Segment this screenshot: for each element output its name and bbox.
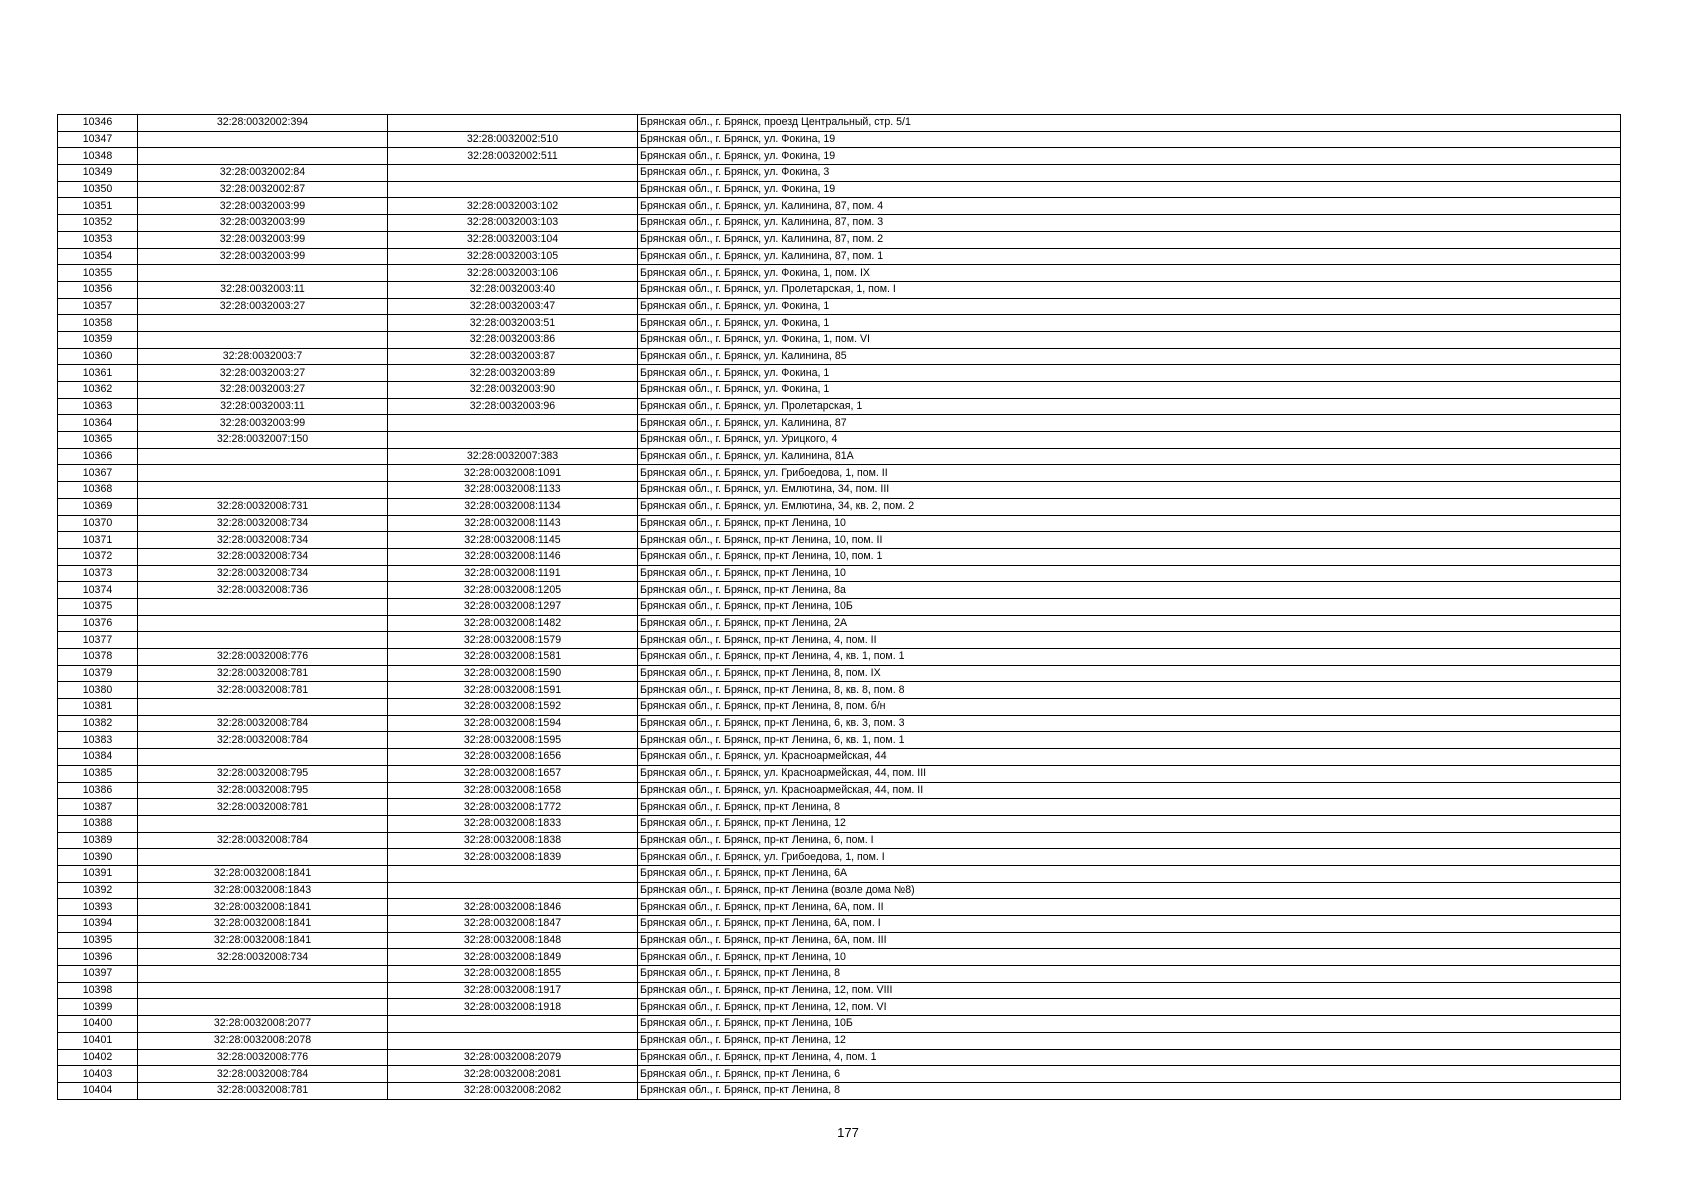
parcel-cadastral-number-cell [138, 999, 388, 1016]
row-number-cell: 10383 [58, 732, 138, 749]
address-cell: Брянская обл., г. Брянск, пр-кт Ленина, 6, кв. 1, пом. 1 [638, 732, 1621, 749]
table-row [58, 715, 1621, 732]
table-row [58, 932, 1621, 949]
table-row [58, 799, 1621, 816]
address-cell: Брянская обл., г. Брянск, пр-кт Ленина, 10, пом. 1 [638, 548, 1621, 565]
table-row [58, 415, 1621, 432]
parcel-cadastral-number-cell: 32:28:0032002:394 [138, 115, 388, 132]
parcel-cadastral-number-cell [138, 982, 388, 999]
object-cadastral-number-cell: 32:28:0032008:1143 [388, 515, 638, 532]
address-cell: Брянская обл., г. Брянск, пр-кт Ленина, 8, пом. IX [638, 665, 1621, 682]
address-cell: Брянская обл., г. Брянск, ул. Красноармейская, 44, пом. II [638, 782, 1621, 799]
table-row [58, 749, 1621, 766]
parcel-cadastral-number-cell: 32:28:0032008:776 [138, 649, 388, 666]
address-cell: Брянская обл., г. Брянск, пр-кт Ленина, 10 [638, 565, 1621, 582]
object-cadastral-number-cell [388, 882, 638, 899]
address-cell: Брянская обл., г. Брянск, пр-кт Ленина, 8, кв. 8, пом. 8 [638, 682, 1621, 699]
object-cadastral-number-cell: 32:28:0032008:1146 [388, 548, 638, 565]
object-cadastral-number-cell: 32:28:0032008:1590 [388, 665, 638, 682]
object-cadastral-number-cell: 32:28:0032003:104 [388, 231, 638, 248]
address-cell: Брянская обл., г. Брянск, ул. Фокина, 1, пом. IX [638, 265, 1621, 282]
object-cadastral-number-cell: 32:28:0032008:1772 [388, 799, 638, 816]
address-cell: Брянская обл., г. Брянск, пр-кт Ленина, 4, кв. 1, пом. 1 [638, 649, 1621, 666]
table-row [58, 982, 1621, 999]
table-row [58, 1049, 1621, 1066]
parcel-cadastral-number-cell: 32:28:0032003:99 [138, 215, 388, 232]
table-row [58, 966, 1621, 983]
row-number-cell: 10358 [58, 315, 138, 332]
row-number-cell: 10359 [58, 331, 138, 348]
row-number-cell: 10370 [58, 515, 138, 532]
table-row [58, 281, 1621, 298]
row-number-cell: 10366 [58, 448, 138, 465]
parcel-cadastral-number-cell [138, 849, 388, 866]
address-cell: Брянская обл., г. Брянск, пр-кт Ленина, 6 [638, 1066, 1621, 1083]
address-cell: Брянская обл., г. Брянск, ул. Емлютина, 34, пом. III [638, 482, 1621, 499]
row-number-cell: 10348 [58, 148, 138, 165]
object-cadastral-number-cell: 32:28:0032008:1091 [388, 465, 638, 482]
object-cadastral-number-cell: 32:28:0032008:1581 [388, 649, 638, 666]
row-number-cell: 10397 [58, 966, 138, 983]
parcel-cadastral-number-cell: 32:28:0032008:1841 [138, 932, 388, 949]
address-cell: Брянская обл., г. Брянск, ул. Красноармейская, 44 [638, 749, 1621, 766]
object-cadastral-number-cell: 32:28:0032003:47 [388, 298, 638, 315]
parcel-cadastral-number-cell: 32:28:0032008:784 [138, 1066, 388, 1083]
table-row [58, 465, 1621, 482]
address-cell: Брянская обл., г. Брянск, ул. Фокина, 1 [638, 315, 1621, 332]
table-row [58, 1082, 1621, 1099]
row-number-cell: 10355 [58, 265, 138, 282]
table-row [58, 1032, 1621, 1049]
address-cell: Брянская обл., г. Брянск, ул. Фокина, 19 [638, 148, 1621, 165]
table-row [58, 665, 1621, 682]
row-number-cell: 10347 [58, 131, 138, 148]
table-row [58, 448, 1621, 465]
address-cell: Брянская обл., г. Брянск, пр-кт Ленина, 12, пом. VIII [638, 982, 1621, 999]
table-row [58, 198, 1621, 215]
row-number-cell: 10357 [58, 298, 138, 315]
parcel-cadastral-number-cell: 32:28:0032003:27 [138, 382, 388, 399]
object-cadastral-number-cell [388, 165, 638, 182]
row-number-cell: 10394 [58, 916, 138, 933]
parcel-cadastral-number-cell: 32:28:0032003:7 [138, 348, 388, 365]
address-cell: Брянская обл., г. Брянск, ул. Фокина, 1, пом. VI [638, 331, 1621, 348]
row-number-cell: 10369 [58, 498, 138, 515]
table-row [58, 148, 1621, 165]
row-number-cell: 10363 [58, 398, 138, 415]
address-cell: Брянская обл., г. Брянск, ул. Калинина, 87, пом. 1 [638, 248, 1621, 265]
object-cadastral-number-cell: 32:28:0032008:1205 [388, 582, 638, 599]
object-cadastral-number-cell: 32:28:0032003:103 [388, 215, 638, 232]
row-number-cell: 10352 [58, 215, 138, 232]
row-number-cell: 10396 [58, 949, 138, 966]
row-number-cell: 10374 [58, 582, 138, 599]
object-cadastral-number-cell: 32:28:0032008:1847 [388, 916, 638, 933]
address-cell: Брянская обл., г. Брянск, пр-кт Ленина, 8 [638, 966, 1621, 983]
object-cadastral-number-cell: 32:28:0032003:51 [388, 315, 638, 332]
page-number: 177 [837, 1125, 859, 1140]
table-row [58, 832, 1621, 849]
table-row [58, 315, 1621, 332]
row-number-cell: 10379 [58, 665, 138, 682]
address-cell: Брянская обл., г. Брянск, ул. Калинина, 85 [638, 348, 1621, 365]
parcel-cadastral-number-cell: 32:28:0032008:784 [138, 832, 388, 849]
table-row [58, 131, 1621, 148]
object-cadastral-number-cell: 32:28:0032008:1297 [388, 598, 638, 615]
row-number-cell: 10384 [58, 749, 138, 766]
parcel-cadastral-number-cell: 32:28:0032008:734 [138, 949, 388, 966]
row-number-cell: 10395 [58, 932, 138, 949]
address-cell: Брянская обл., г. Брянск, пр-кт Ленина, 6А, пом. I [638, 916, 1621, 933]
table-row [58, 348, 1621, 365]
property-register-table [57, 114, 1621, 1100]
table-row [58, 532, 1621, 549]
address-cell: Брянская обл., г. Брянск, пр-кт Ленина, 2А [638, 615, 1621, 632]
row-number-cell: 10367 [58, 465, 138, 482]
table-row [58, 916, 1621, 933]
object-cadastral-number-cell [388, 1032, 638, 1049]
object-cadastral-number-cell: 32:28:0032008:1846 [388, 899, 638, 916]
parcel-cadastral-number-cell: 32:28:0032008:734 [138, 565, 388, 582]
table-row [58, 1066, 1621, 1083]
parcel-cadastral-number-cell [138, 315, 388, 332]
object-cadastral-number-cell [388, 1016, 638, 1033]
table-row [58, 815, 1621, 832]
object-cadastral-number-cell [388, 115, 638, 132]
parcel-cadastral-number-cell [138, 265, 388, 282]
row-number-cell: 10356 [58, 281, 138, 298]
object-cadastral-number-cell: 32:28:0032002:511 [388, 148, 638, 165]
row-number-cell: 10353 [58, 231, 138, 248]
object-cadastral-number-cell [388, 432, 638, 449]
parcel-cadastral-number-cell [138, 131, 388, 148]
parcel-cadastral-number-cell: 32:28:0032008:731 [138, 498, 388, 515]
parcel-cadastral-number-cell: 32:28:0032008:795 [138, 782, 388, 799]
table-row [58, 231, 1621, 248]
parcel-cadastral-number-cell [138, 615, 388, 632]
row-number-cell: 10362 [58, 382, 138, 399]
row-number-cell: 10378 [58, 649, 138, 666]
parcel-cadastral-number-cell: 32:28:0032008:734 [138, 515, 388, 532]
object-cadastral-number-cell: 32:28:0032008:1838 [388, 832, 638, 849]
address-cell: Брянская обл., г. Брянск, ул. Фокина, 1 [638, 382, 1621, 399]
table-row [58, 865, 1621, 882]
parcel-cadastral-number-cell: 32:28:0032003:11 [138, 281, 388, 298]
table-row [58, 298, 1621, 315]
parcel-cadastral-number-cell: 32:28:0032008:2078 [138, 1032, 388, 1049]
object-cadastral-number-cell: 32:28:0032008:1848 [388, 932, 638, 949]
table-row [58, 265, 1621, 282]
address-cell: Брянская обл., г. Брянск, ул. Красноармейская, 44, пом. III [638, 765, 1621, 782]
address-cell: Брянская обл., г. Брянск, ул. Калинина, 87, пом. 2 [638, 231, 1621, 248]
address-cell: Брянская обл., г. Брянск, пр-кт Ленина, 8 [638, 1082, 1621, 1099]
table-row [58, 165, 1621, 182]
address-cell: Брянская обл., г. Брянск, ул. Калинина, 87, пом. 4 [638, 198, 1621, 215]
object-cadastral-number-cell: 32:28:0032008:1482 [388, 615, 638, 632]
row-number-cell: 10371 [58, 532, 138, 549]
address-cell: Брянская обл., г. Брянск, ул. Грибоедова, 1, пом. II [638, 465, 1621, 482]
address-cell: Брянская обл., г. Брянск, ул. Емлютина, 34, кв. 2, пом. 2 [638, 498, 1621, 515]
address-cell: Брянская обл., г. Брянск, ул. Фокина, 19 [638, 131, 1621, 148]
row-number-cell: 10403 [58, 1066, 138, 1083]
object-cadastral-number-cell: 32:28:0032002:510 [388, 131, 638, 148]
object-cadastral-number-cell: 32:28:0032008:1839 [388, 849, 638, 866]
table-row [58, 365, 1621, 382]
address-cell: Брянская обл., г. Брянск, ул. Грибоедова, 1, пом. I [638, 849, 1621, 866]
parcel-cadastral-number-cell: 32:28:0032008:776 [138, 1049, 388, 1066]
object-cadastral-number-cell: 32:28:0032008:1833 [388, 815, 638, 832]
address-cell: Брянская обл., г. Брянск, ул. Калинина, 87 [638, 415, 1621, 432]
object-cadastral-number-cell: 32:28:0032008:1591 [388, 682, 638, 699]
parcel-cadastral-number-cell [138, 148, 388, 165]
object-cadastral-number-cell [388, 865, 638, 882]
address-cell: Брянская обл., г. Брянск, пр-кт Ленина, 10Б [638, 598, 1621, 615]
object-cadastral-number-cell: 32:28:0032003:89 [388, 365, 638, 382]
parcel-cadastral-number-cell: 32:28:0032008:781 [138, 1082, 388, 1099]
address-cell: Брянская обл., г. Брянск, ул. Урицкого, 4 [638, 432, 1621, 449]
parcel-cadastral-number-cell: 32:28:0032008:734 [138, 532, 388, 549]
object-cadastral-number-cell: 32:28:0032003:105 [388, 248, 638, 265]
parcel-cadastral-number-cell: 32:28:0032002:84 [138, 165, 388, 182]
row-number-cell: 10390 [58, 849, 138, 866]
parcel-cadastral-number-cell: 32:28:0032003:99 [138, 415, 388, 432]
table-row [58, 248, 1621, 265]
parcel-cadastral-number-cell [138, 482, 388, 499]
address-cell: Брянская обл., г. Брянск, ул. Фокина, 1 [638, 365, 1621, 382]
address-cell: Брянская обл., г. Брянск, проезд Центральный, стр. 5/1 [638, 115, 1621, 132]
row-number-cell: 10399 [58, 999, 138, 1016]
object-cadastral-number-cell: 32:28:0032008:1145 [388, 532, 638, 549]
address-cell: Брянская обл., г. Брянск, ул. Фокина, 3 [638, 165, 1621, 182]
table-row [58, 765, 1621, 782]
table-row [58, 682, 1621, 699]
object-cadastral-number-cell: 32:28:0032008:1594 [388, 715, 638, 732]
object-cadastral-number-cell: 32:28:0032008:1133 [388, 482, 638, 499]
row-number-cell: 10400 [58, 1016, 138, 1033]
table-row [58, 582, 1621, 599]
address-cell: Брянская обл., г. Брянск, пр-кт Ленина, 10 [638, 515, 1621, 532]
parcel-cadastral-number-cell: 32:28:0032008:1841 [138, 916, 388, 933]
address-cell: Брянская обл., г. Брянск, пр-кт Ленина, 8 [638, 799, 1621, 816]
address-cell: Брянская обл., г. Брянск, ул. Калинина, 87, пом. 3 [638, 215, 1621, 232]
table-row [58, 632, 1621, 649]
table-row [58, 1016, 1621, 1033]
address-cell: Брянская обл., г. Брянск, пр-кт Ленина, 8, пом. б/н [638, 699, 1621, 716]
object-cadastral-number-cell: 32:28:0032008:1855 [388, 966, 638, 983]
parcel-cadastral-number-cell [138, 815, 388, 832]
object-cadastral-number-cell: 32:28:0032008:2082 [388, 1082, 638, 1099]
object-cadastral-number-cell: 32:28:0032008:1658 [388, 782, 638, 799]
parcel-cadastral-number-cell: 32:28:0032008:736 [138, 582, 388, 599]
parcel-cadastral-number-cell: 32:28:0032008:795 [138, 765, 388, 782]
object-cadastral-number-cell: 32:28:0032003:96 [388, 398, 638, 415]
object-cadastral-number-cell: 32:28:0032003:102 [388, 198, 638, 215]
table-row [58, 649, 1621, 666]
register-body [58, 115, 1621, 1100]
object-cadastral-number-cell: 32:28:0032008:2081 [388, 1066, 638, 1083]
object-cadastral-number-cell: 32:28:0032008:2079 [388, 1049, 638, 1066]
parcel-cadastral-number-cell: 32:28:0032008:2077 [138, 1016, 388, 1033]
row-number-cell: 10373 [58, 565, 138, 582]
row-number-cell: 10380 [58, 682, 138, 699]
table-row [58, 432, 1621, 449]
row-number-cell: 10391 [58, 865, 138, 882]
address-cell: Брянская обл., г. Брянск, ул. Пролетарская, 1 [638, 398, 1621, 415]
table-row [58, 615, 1621, 632]
object-cadastral-number-cell: 32:28:0032008:1656 [388, 749, 638, 766]
address-cell: Брянская обл., г. Брянск, ул. Пролетарская, 1, пом. I [638, 281, 1621, 298]
address-cell: Брянская обл., г. Брянск, ул. Калинина, 81А [638, 448, 1621, 465]
parcel-cadastral-number-cell: 32:28:0032008:784 [138, 715, 388, 732]
table-row [58, 382, 1621, 399]
row-number-cell: 10381 [58, 699, 138, 716]
address-cell: Брянская обл., г. Брянск, пр-кт Ленина (возле дома №8) [638, 882, 1621, 899]
parcel-cadastral-number-cell: 32:28:0032002:87 [138, 181, 388, 198]
parcel-cadastral-number-cell [138, 331, 388, 348]
row-number-cell: 10346 [58, 115, 138, 132]
row-number-cell: 10354 [58, 248, 138, 265]
row-number-cell: 10401 [58, 1032, 138, 1049]
table-row [58, 949, 1621, 966]
parcel-cadastral-number-cell: 32:28:0032008:781 [138, 799, 388, 816]
row-number-cell: 10392 [58, 882, 138, 899]
address-cell: Брянская обл., г. Брянск, пр-кт Ленина, 12 [638, 815, 1621, 832]
row-number-cell: 10365 [58, 432, 138, 449]
object-cadastral-number-cell: 32:28:0032008:1657 [388, 765, 638, 782]
table-row [58, 548, 1621, 565]
address-cell: Брянская обл., г. Брянск, пр-кт Ленина, 6А [638, 865, 1621, 882]
parcel-cadastral-number-cell: 32:28:0032003:11 [138, 398, 388, 415]
parcel-cadastral-number-cell [138, 448, 388, 465]
address-cell: Брянская обл., г. Брянск, пр-кт Ленина, 6А, пом. III [638, 932, 1621, 949]
row-number-cell: 10385 [58, 765, 138, 782]
address-cell: Брянская обл., г. Брянск, ул. Фокина, 19 [638, 181, 1621, 198]
parcel-cadastral-number-cell: 32:28:0032008:1841 [138, 865, 388, 882]
row-number-cell: 10351 [58, 198, 138, 215]
table-row [58, 115, 1621, 132]
parcel-cadastral-number-cell: 32:28:0032008:784 [138, 732, 388, 749]
parcel-cadastral-number-cell [138, 465, 388, 482]
row-number-cell: 10361 [58, 365, 138, 382]
address-cell: Брянская обл., г. Брянск, пр-кт Ленина, 8а [638, 582, 1621, 599]
row-number-cell: 10349 [58, 165, 138, 182]
address-cell: Брянская обл., г. Брянск, ул. Фокина, 1 [638, 298, 1621, 315]
table-row [58, 782, 1621, 799]
table-row [58, 565, 1621, 582]
object-cadastral-number-cell: 32:28:0032008:1849 [388, 949, 638, 966]
object-cadastral-number-cell: 32:28:0032003:87 [388, 348, 638, 365]
address-cell: Брянская обл., г. Брянск, пр-кт Ленина, 4, пом. II [638, 632, 1621, 649]
object-cadastral-number-cell: 32:28:0032008:1595 [388, 732, 638, 749]
row-number-cell: 10393 [58, 899, 138, 916]
object-cadastral-number-cell [388, 415, 638, 432]
address-cell: Брянская обл., г. Брянск, пр-кт Ленина, 6А, пом. II [638, 899, 1621, 916]
address-cell: Брянская обл., г. Брянск, пр-кт Ленина, 6, пом. I [638, 832, 1621, 849]
table-row [58, 699, 1621, 716]
parcel-cadastral-number-cell: 32:28:0032003:99 [138, 231, 388, 248]
parcel-cadastral-number-cell: 32:28:0032008:781 [138, 682, 388, 699]
parcel-cadastral-number-cell: 32:28:0032003:99 [138, 198, 388, 215]
address-cell: Брянская обл., г. Брянск, пр-кт Ленина, 10Б [638, 1016, 1621, 1033]
object-cadastral-number-cell: 32:28:0032008:1917 [388, 982, 638, 999]
row-number-cell: 10372 [58, 548, 138, 565]
table-row [58, 882, 1621, 899]
parcel-cadastral-number-cell [138, 966, 388, 983]
object-cadastral-number-cell: 32:28:0032003:86 [388, 331, 638, 348]
address-cell: Брянская обл., г. Брянск, пр-кт Ленина, 10, пом. II [638, 532, 1621, 549]
row-number-cell: 10386 [58, 782, 138, 799]
row-number-cell: 10389 [58, 832, 138, 849]
object-cadastral-number-cell: 32:28:0032003:106 [388, 265, 638, 282]
parcel-cadastral-number-cell: 32:28:0032008:781 [138, 665, 388, 682]
parcel-cadastral-number-cell [138, 749, 388, 766]
row-number-cell: 10387 [58, 799, 138, 816]
address-cell: Брянская обл., г. Брянск, пр-кт Ленина, 12 [638, 1032, 1621, 1049]
row-number-cell: 10404 [58, 1082, 138, 1099]
parcel-cadastral-number-cell [138, 699, 388, 716]
table-row [58, 732, 1621, 749]
table-row [58, 482, 1621, 499]
object-cadastral-number-cell: 32:28:0032008:1918 [388, 999, 638, 1016]
object-cadastral-number-cell: 32:28:0032008:1592 [388, 699, 638, 716]
row-number-cell: 10377 [58, 632, 138, 649]
address-cell: Брянская обл., г. Брянск, пр-кт Ленина, 12, пом. VI [638, 999, 1621, 1016]
address-cell: Брянская обл., г. Брянск, пр-кт Ленина, 6, кв. 3, пом. 3 [638, 715, 1621, 732]
object-cadastral-number-cell: 32:28:0032008:1579 [388, 632, 638, 649]
row-number-cell: 10382 [58, 715, 138, 732]
parcel-cadastral-number-cell: 32:28:0032003:99 [138, 248, 388, 265]
parcel-cadastral-number-cell: 32:28:0032008:1841 [138, 899, 388, 916]
table-row [58, 598, 1621, 615]
object-cadastral-number-cell: 32:28:0032008:1134 [388, 498, 638, 515]
parcel-cadastral-number-cell [138, 632, 388, 649]
row-number-cell: 10376 [58, 615, 138, 632]
row-number-cell: 10398 [58, 982, 138, 999]
row-number-cell: 10402 [58, 1049, 138, 1066]
table-row [58, 498, 1621, 515]
table-row [58, 181, 1621, 198]
table-row [58, 398, 1621, 415]
address-cell: Брянская обл., г. Брянск, пр-кт Ленина, 4, пом. 1 [638, 1049, 1621, 1066]
row-number-cell: 10350 [58, 181, 138, 198]
parcel-cadastral-number-cell: 32:28:0032008:734 [138, 548, 388, 565]
table-row [58, 331, 1621, 348]
parcel-cadastral-number-cell [138, 598, 388, 615]
table-row [58, 849, 1621, 866]
parcel-cadastral-number-cell: 32:28:0032003:27 [138, 298, 388, 315]
row-number-cell: 10375 [58, 598, 138, 615]
object-cadastral-number-cell: 32:28:0032003:40 [388, 281, 638, 298]
row-number-cell: 10364 [58, 415, 138, 432]
object-cadastral-number-cell: 32:28:0032008:1191 [388, 565, 638, 582]
address-cell: Брянская обл., г. Брянск, пр-кт Ленина, 10 [638, 949, 1621, 966]
table-row [58, 215, 1621, 232]
table-row [58, 999, 1621, 1016]
object-cadastral-number-cell [388, 181, 638, 198]
object-cadastral-number-cell: 32:28:0032003:90 [388, 382, 638, 399]
table-row [58, 899, 1621, 916]
parcel-cadastral-number-cell: 32:28:0032003:27 [138, 365, 388, 382]
parcel-cadastral-number-cell: 32:28:0032007:150 [138, 432, 388, 449]
object-cadastral-number-cell: 32:28:0032007:383 [388, 448, 638, 465]
row-number-cell: 10388 [58, 815, 138, 832]
table-row [58, 515, 1621, 532]
row-number-cell: 10368 [58, 482, 138, 499]
parcel-cadastral-number-cell: 32:28:0032008:1843 [138, 882, 388, 899]
row-number-cell: 10360 [58, 348, 138, 365]
